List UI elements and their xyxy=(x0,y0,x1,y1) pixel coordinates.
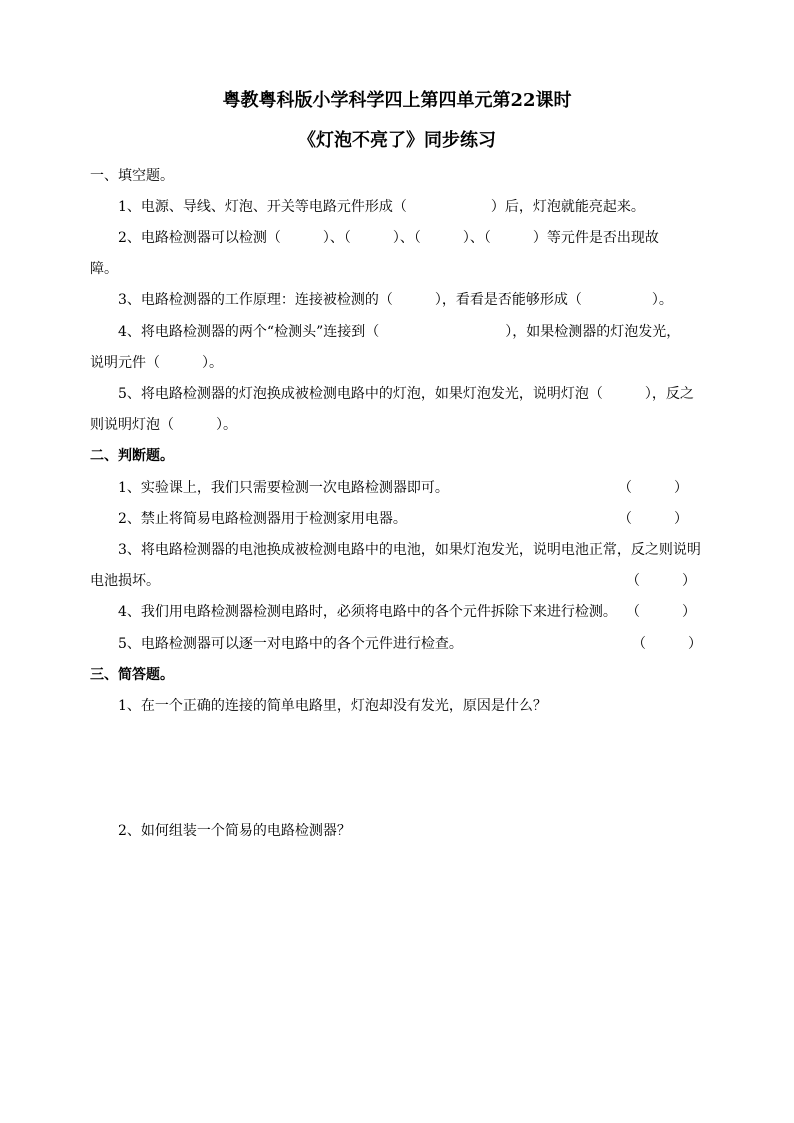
fill-question-5-continued: 则说明灯泡（ ）。 xyxy=(90,417,237,433)
fill-question-5: 5、将电路检测器的灯泡换成被检测电路中的灯泡，如果灯泡发光，说明灯泡（ ），反之 xyxy=(118,386,694,402)
judge-question-3: 3、将电路检测器的电池换成被检测电路中的电池，如果灯泡发光，说明电池正常，反之则说明 xyxy=(118,542,701,558)
fill-question-1: 1、电源、导线、灯泡、开关等电路元件形成（ ）后，灯泡就能亮起来。 xyxy=(118,199,645,215)
judge-answer-paren-1: （ ） xyxy=(618,480,688,496)
section-heading-fill-blank: 一、填空题。 xyxy=(90,168,174,184)
fill-question-2-continued: 障。 xyxy=(90,261,118,277)
judge-question-1: 1、实验课上，我们只需要检测一次电路检测器即可。 xyxy=(118,480,449,496)
fill-question-4-continued: 说明元件（ ）。 xyxy=(90,355,223,371)
judge-question-5: 5、电路检测器可以逐一对电路中的各个元件进行检查。 xyxy=(118,636,463,652)
judge-question-3-continued: 电池损坏。 xyxy=(90,573,160,589)
judge-answer-paren-4: （ ） xyxy=(626,604,696,620)
section-heading-true-false: 二、判断题。 xyxy=(90,448,174,464)
document-title: 粤教粤科版小学科学四上第四单元第22课时 xyxy=(222,90,572,111)
fill-question-4: 4、将电路检测器的两个“检测头”连接到（ ），如果检测器的灯泡发光， xyxy=(118,324,681,340)
judge-answer-paren-2: （ ） xyxy=(618,511,688,527)
judge-question-2: 2、禁止将简易电路检测器用于检测家用电器。 xyxy=(118,511,407,527)
fill-question-3: 3、电路检测器的工作原理：连接被检测的（ ），看看是否能够形成（ ）。 xyxy=(118,292,673,308)
short-answer-question-1: 1、在一个正确的连接的简单电路里，灯泡却没有发光，原因是什么？ xyxy=(118,698,547,714)
judge-answer-paren-3: （ ） xyxy=(626,573,696,589)
short-answer-question-2: 2、如何组装一个简易的电路检测器？ xyxy=(118,823,351,839)
judge-answer-paren-5: （ ） xyxy=(632,636,702,652)
judge-question-4: 4、我们用电路检测器检测电路时，必须将电路中的各个元件拆除下来进行检测。 xyxy=(118,604,617,620)
document-subtitle: 《灯泡不亮了》同步练习 xyxy=(298,130,496,151)
section-heading-short-answer: 三、简答题。 xyxy=(90,667,174,683)
fill-question-2: 2、电路检测器可以检测（ ）、（ ）、（ ）、（ ）等元件是否出现故 xyxy=(118,230,659,246)
